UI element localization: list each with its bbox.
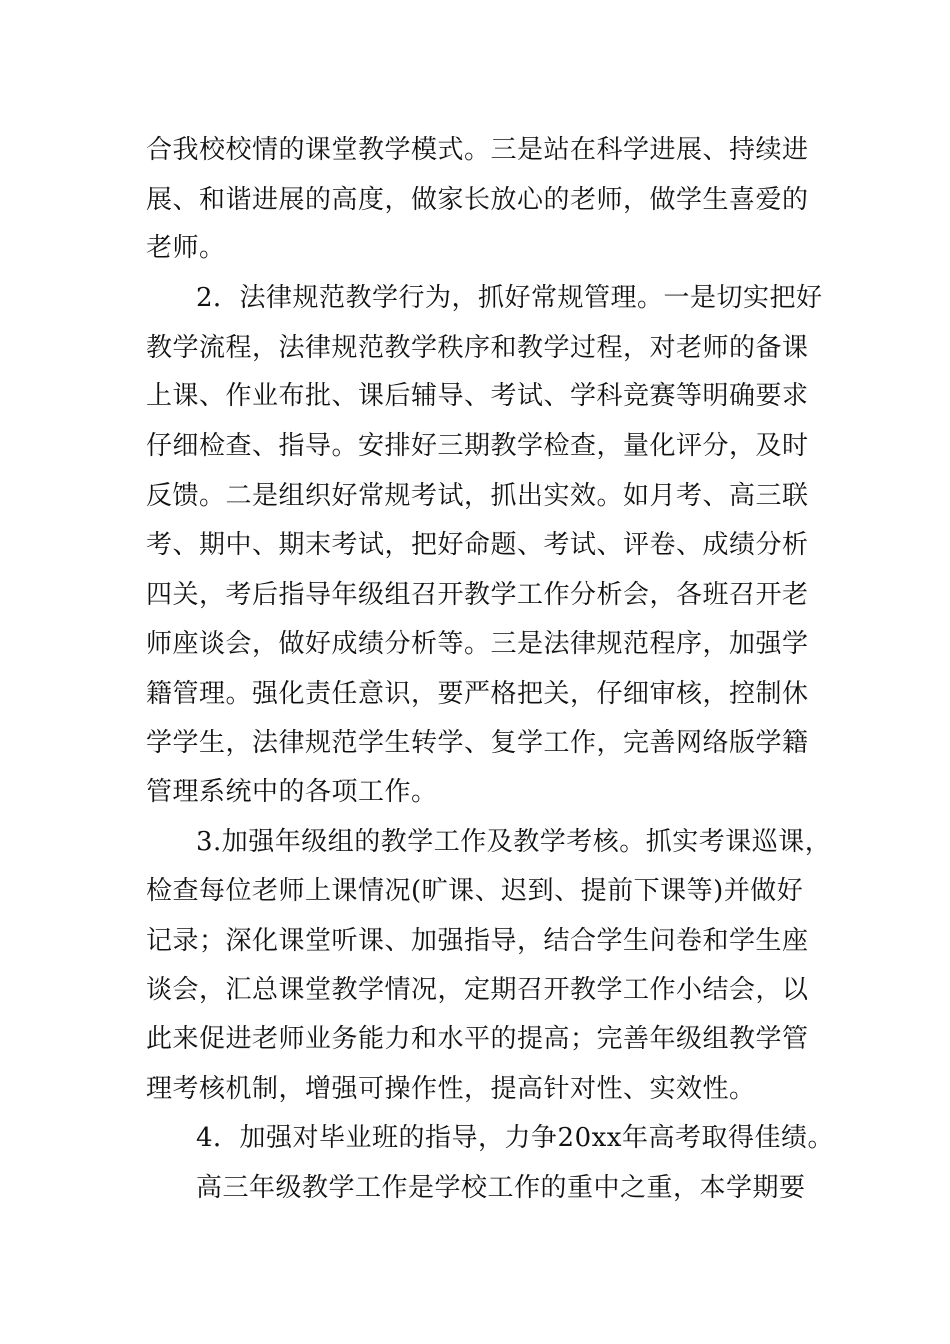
text-line-1: 合我校校情的课堂教学模式。三是站在科学进展、持续进	[146, 135, 809, 165]
text-line-7: 仔细检查、指导。安排好三期教学检查，量化评分，及时	[146, 431, 809, 461]
text-line-17: 记录；深化课堂听课、加强指导，结合学生问卷和学生座	[146, 926, 809, 956]
text-line-2: 展、和谐进展的高度，做家长放心的老师，做学生喜爱的	[146, 185, 809, 215]
text-line-11: 师座谈会，做好成绩分析等。三是法律规范程序，加强学	[146, 629, 809, 659]
text-line-18: 谈会，汇总课堂教学情况，定期召开教学工作小结会，以	[146, 975, 809, 1005]
text-line-20: 理考核机制，增强可操作性，提高针对性、实效性。	[146, 1074, 756, 1104]
paragraph-2-line-1: 2．法律规范教学行为，抓好常规管理。一是切实把好	[196, 283, 823, 313]
text-line-19: 此来促进老师业务能力和水平的提高；完善年级组教学管	[146, 1024, 809, 1054]
text-line-10: 四关，考后指导年级组召开教学工作分析会，各班召开老	[146, 580, 809, 610]
paragraph-3-line-1: 3.加强年级组的教学工作及教学考核。抓实考课巡课，	[196, 827, 832, 857]
paragraph-4-heading: 4．加强对毕业班的指导，力争20xx年高考取得佳绩。	[196, 1123, 834, 1153]
paragraph-5-line-1: 高三年级教学工作是学校工作的重中之重，本学期要	[196, 1173, 806, 1203]
text-line-16: 检查每位老师上课情况(旷课、迟到、提前下课等)并做好	[146, 876, 804, 906]
text-line-3: 老师。	[146, 233, 226, 263]
text-line-14: 管理系统中的各项工作。	[146, 777, 438, 807]
text-line-13: 学学生，法律规范学生转学、复学工作，完善网络版学籍	[146, 728, 809, 758]
text-line-5: 教学流程，法律规范教学秩序和教学过程，对老师的备课	[146, 333, 809, 363]
text-line-6: 上课、作业布批、课后辅导、考试、学科竞赛等明确要求	[146, 381, 809, 411]
text-line-12: 籍管理。强化责任意识，要严格把关，仔细审核，控制休	[146, 679, 809, 709]
text-line-9: 考、期中、期末考试，把好命题、考试、评卷、成绩分析	[146, 530, 809, 560]
text-line-8: 反馈。二是组织好常规考试，抓出实效。如月考、高三联	[146, 481, 809, 511]
